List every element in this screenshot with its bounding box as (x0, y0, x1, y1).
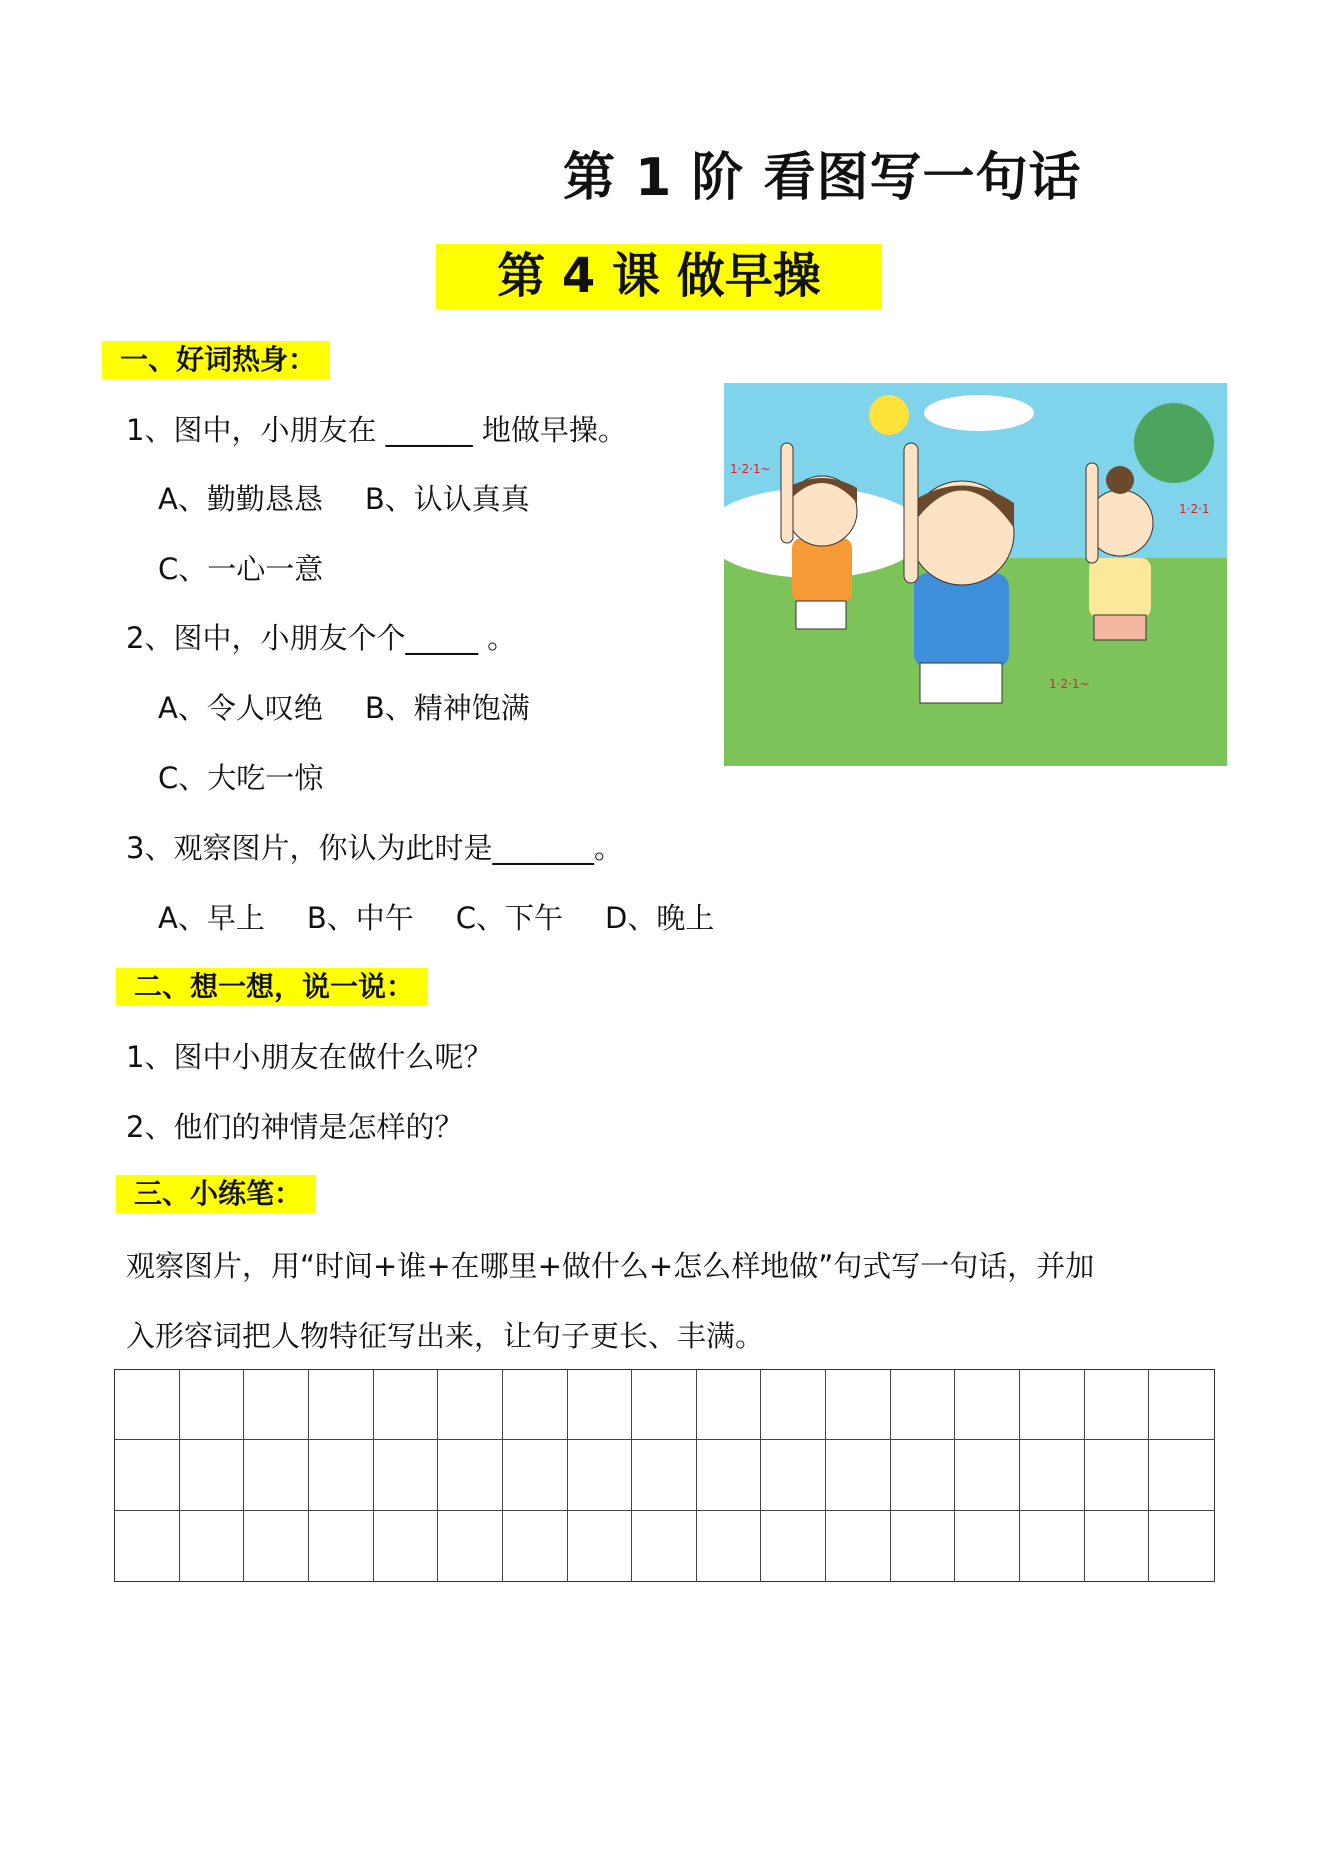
question-2-options (158, 688, 572, 728)
grid-cell[interactable] (891, 1370, 956, 1440)
grid-cell[interactable] (309, 1370, 374, 1440)
option: A、令人叹绝 (158, 691, 323, 725)
discussion-question-2: 2、他们的神情是怎样的？ (126, 1110, 464, 1144)
grid-cell[interactable] (374, 1370, 439, 1440)
question-3-options (158, 898, 756, 938)
grid-cell[interactable] (503, 1440, 568, 1510)
option: C、一心一意 (158, 552, 324, 586)
grid-cell[interactable] (244, 1511, 309, 1581)
question-1: 1、图中，小朋友在 ______ 地做早操。 (126, 413, 627, 447)
question-2: 2、图中，小朋友个个_____ 。 (126, 621, 517, 655)
discussion-question-1: 1、图中小朋友在做什么呢？ (126, 1040, 493, 1074)
grid-cell[interactable] (309, 1511, 374, 1581)
option: A、勤勤恳恳 (158, 482, 323, 516)
grid-cell[interactable] (697, 1440, 762, 1510)
section2-heading: 二、想一想，说一说： (116, 968, 428, 1006)
question-2-options-2 (158, 758, 365, 798)
grid-cell[interactable] (1020, 1511, 1085, 1581)
grid-cell[interactable] (1149, 1511, 1214, 1581)
grid-cell[interactable] (115, 1370, 180, 1440)
grid-cell[interactable] (826, 1511, 891, 1581)
grid-cell[interactable] (1085, 1511, 1150, 1581)
grid-cell[interactable] (568, 1370, 633, 1440)
grid-cell[interactable] (891, 1440, 956, 1510)
grid-cell[interactable] (438, 1511, 503, 1581)
option: B、中午 (306, 901, 414, 935)
option: C、大吃一惊 (158, 761, 324, 795)
grid-cell[interactable] (568, 1440, 633, 1510)
grid-cell[interactable] (761, 1511, 826, 1581)
grid-cell[interactable] (503, 1511, 568, 1581)
grid-cell[interactable] (826, 1440, 891, 1510)
option: D、晚上 (605, 901, 715, 935)
grid-cell[interactable] (374, 1440, 439, 1510)
grid-cell[interactable] (632, 1511, 697, 1581)
grid-cell[interactable] (244, 1440, 309, 1510)
grid-cell[interactable] (568, 1511, 633, 1581)
grid-cell[interactable] (697, 1370, 762, 1440)
grid-cell[interactable] (180, 1511, 245, 1581)
grid-cell[interactable] (115, 1511, 180, 1581)
section1-heading: 一、好词热身： (102, 341, 330, 379)
chant-label: 1·2·1 (1179, 502, 1210, 516)
grid-cell[interactable] (1149, 1440, 1214, 1510)
grid-cell[interactable] (632, 1370, 697, 1440)
grid-cell[interactable] (826, 1370, 891, 1440)
grid-cell[interactable] (632, 1440, 697, 1510)
grid-cell[interactable] (955, 1440, 1020, 1510)
grid-cell[interactable] (374, 1511, 439, 1581)
instruction-line-1: 观察图片，用“时间+谁+在哪里+做什么+怎么样地做”句式写一句话，并加 (126, 1249, 1095, 1283)
grid-cell[interactable] (955, 1370, 1020, 1440)
grid-cell[interactable] (180, 1440, 245, 1510)
grid-cell[interactable] (1149, 1370, 1214, 1440)
chant-label: 1·2·1~ (730, 462, 771, 476)
grid-cell[interactable] (761, 1440, 826, 1510)
option: C、下午 (455, 901, 563, 935)
option: B、精神饱满 (364, 691, 530, 725)
grid-cell[interactable] (438, 1440, 503, 1510)
page-title: 第 1 阶 看图写一句话 (563, 148, 1082, 208)
option: B、认认真真 (364, 482, 530, 516)
lesson-title: 第 4 课 做早操 (436, 244, 882, 309)
writing-grid[interactable] (114, 1369, 1215, 1582)
section3-heading: 三、小练笔： (116, 1175, 316, 1213)
grid-cell[interactable] (244, 1370, 309, 1440)
grid-cell[interactable] (115, 1440, 180, 1510)
grid-cell[interactable] (1085, 1440, 1150, 1510)
instruction-line-2: 入形容词把人物特征写出来，让句子更长、丰满。 (126, 1319, 765, 1353)
grid-cell[interactable] (309, 1440, 374, 1510)
morning-exercise-illustration (724, 383, 1227, 766)
grid-cell[interactable] (891, 1511, 956, 1581)
grid-cell[interactable] (1020, 1440, 1085, 1510)
chant-label: 1·2·1~ (1049, 677, 1090, 691)
question-1-options (158, 479, 572, 519)
grid-cell[interactable] (955, 1511, 1020, 1581)
grid-cell[interactable] (180, 1370, 245, 1440)
grid-cell[interactable] (438, 1370, 503, 1440)
grid-cell[interactable] (761, 1370, 826, 1440)
option: A、早上 (158, 901, 265, 935)
grid-cell[interactable] (1020, 1370, 1085, 1440)
grid-cell[interactable] (697, 1511, 762, 1581)
sun-icon (869, 395, 909, 435)
grid-cell[interactable] (1085, 1370, 1150, 1440)
question-3: 3、观察图片，你认为此时是_______。 (126, 831, 623, 865)
grid-cell[interactable] (503, 1370, 568, 1440)
question-1-options-2 (158, 549, 365, 589)
